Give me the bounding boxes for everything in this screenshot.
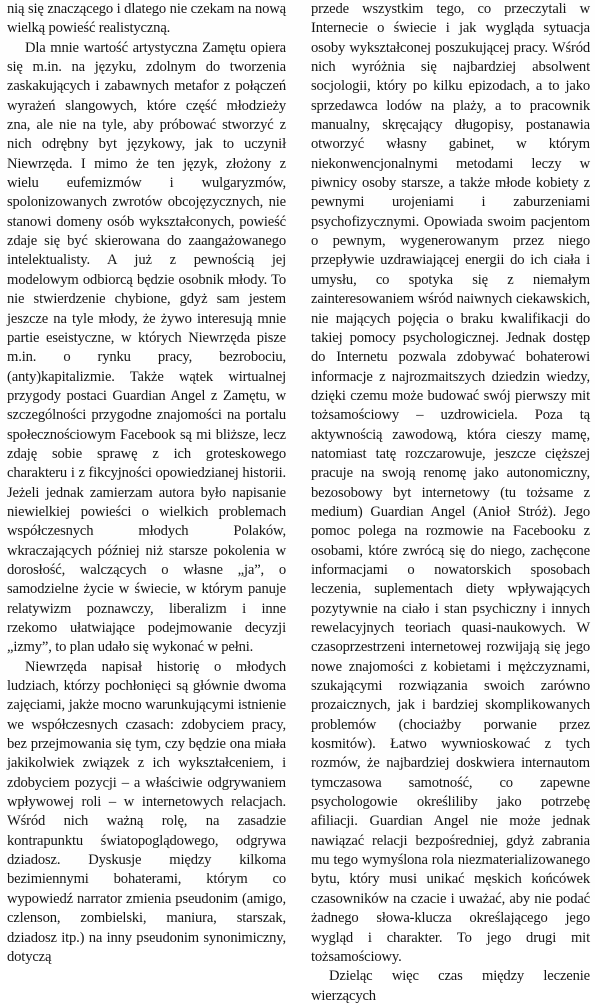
paragraph: Niewrzęda napisał historię o młodych ludziach, którzy pochłonięci są głównie dwoma zajęciami, jakże mocno warunkującymi istnienie we współczesnych czasach: zdobyciem pracy, bez przejmowania się tym, czy będzie ona miała jakikolwiek związek z ich wykształceniem, i zdobyciem pozycji – a właściwie odgrywaniem wpływowej roli – w internetowych relacjach. Wśród nich ważną rolę, na zasadzie kontrapunktu światopoglądowego, odgrywa dziadosz. Dyskusje między kilkoma bezimiennymi bohaterami, którym co wypowiedź narrator zmienia pseudonim (amigo, czlenson, zombielski, maniura, starszak, dziadosz itp.) na inny pseudonim synonimiczny, dotyczą [7, 658, 286, 965]
paragraph: Dzieląc więc czas między leczenie wierzących [311, 968, 590, 1004]
left-column [7, 0, 286, 967]
right-column [311, 0, 590, 1006]
paragraph: przede wszystkim tego, co przeczytali w Internecie o świecie i jak wygląda sytuacja osoby wykształconej poszukującej pracy. Wśród nich wyróżnia się najbardziej absolwent socjologii, który po kilku epizodach, a to jako sprzedawca lodów na plaży, a to pracownik manualny, skręcający długopisy, postanawia otworzyć własny gabinet, w którym niekonwencjonalnymi metodami leczy w piwnicy osoby starsze, a także młode kobiety z pewnymi urojeniami i zaburzeniami psychofizycznymi. Opowiada swoim pacjentom o pewnym, wygenerowanym przez niego przepływie uzdrawiającej energii do ich ciała i umysłu, co spotyka się z niemałym zainteresowaniem wśród naiwnych ciekawskich, nie mających pojęcia o braku kwalifikacji do takiej pomocy psychologicznej. Jednak dostęp do Internetu pozwala zdobywać bohaterowi informacje z najrozmaitszych dziedzin wiedzy, dzięki czemu może budować swój pierwszy mit tożsamościowy – uzdrowiciela. Poza tą aktywnością zawodową, która cieszy mamę, natomiast tatę rozczarowuje, jeszcze cięższej pracuje na swoją renomę jako autonomiczny, bezosobowy byt internetowy (tu tożsame z medium) Guardian Angel (Anioł Stróż). Jego pomoc polega na rozmowie na Facebooku z osobami, które zwrócą się do niego, zachęcone informacjami o nowatorskich sposobach leczenia, suplementach diety wpływających pozytywnie na ciało i stan psychiczny i innych rewelacyjnych teoriach quasi-naukowych. W czasoprzestrzeni internetowej rozwijają się jego nowe znajomości z kobietami i mężczyznami, szukającymi rozwiązania swoich zarówno prozaicznych, jak i bardziej skomplikowanych problemów (chociażby porwanie przez kosmitów). Łatwo wywnioskować z tych rozmów, że najbardziej doskwiera internautom tymczasowa samotność, co zapewne psychologowie określiliby jako potrzebę afiliacji. Guardian Angel nie może jednak nawiązać relacji bezpośredniej, gdyż zabrania mu tego wymyślona rola niezmaterializowanego bytu, który musi unikać męskich końcówek czasowników na czacie i uważać, aby nie podać żadnego słowa-klucza określającego jego wygląd i charakter. To jego drugi mit tożsamościowy. [311, 1, 590, 965]
paragraph: Dla mnie wartość artystyczna Zamętu opiera się m.in. na języku, zdolnym do tworzenia zaskakujących i zabawnych metafor z połączeń wyrażeń slangowych, które część młodzieży zna, ale nie na tyle, aby próbować stworzyć z nich odrębny byt językowy, jak to uczynił Niewrzęda. I mimo że ten język, złożony z wielu eufemizmów i wulgaryzmów, spolonizowanych zwrotów obcojęzycznych, nie stanowi domeny osób wykształconych, powieść zdaje się być skierowana do zaangażowanego intelektualisty. A już z pewnością jej modelowym odbiorcą będzie osobnik młody. To nie stwierdzenie chybione, gdyż sam jestem jeszcze na tyle młody, że żywo interesują mnie partie eseistyczne, w których Niewrzęda pisze m.in. o rynku pracy, bezrobociu, (anty)kapitalizmie. Także wątek wirtualnej przygody postaci Guardian Angel z Zamętu, w szczególności przygodne znajomości na portalu społecznościowym Facebook są mi bliższe, lecz zdaję sobie sprawę z ich groteskowego charakteru i z fikcyjności opowiedzianej historii. Jeżeli jednak zamierzam autora było napisanie niewielkiej powieści o wielkich problemach współczesnych młodych Polaków, wkraczających później niż starsze pokolenia w dorosłość, walczących o własne „ja”, o samodzielne życie w świecie, w którym panuje relatywizm poznawczy, liberalizm i inne rzekomo ułatwiające podejmowanie decyzji „izmy”, to plan udało się wykonać w pełni. [7, 39, 286, 656]
paragraph: nią się znaczącego i dlatego nie czekam na nową wielką powieść realistyczną. [7, 1, 286, 37]
